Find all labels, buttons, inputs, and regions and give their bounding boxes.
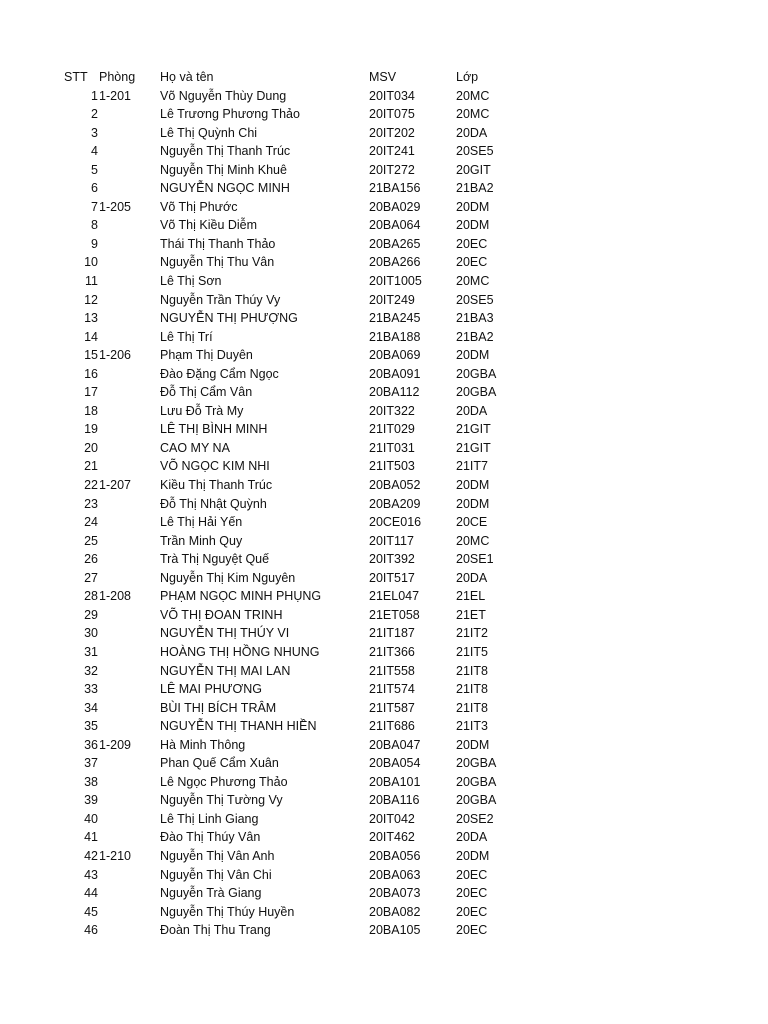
table-row [0,346,768,365]
header-stt: STT [64,70,88,84]
cell-class: 21GIT [456,440,491,455]
cell-stt: 43 [84,867,98,882]
table-row [0,587,768,606]
table-body [0,87,768,940]
cell-stt: 5 [91,162,98,177]
cell-class: 20DA [456,403,488,418]
cell-stt: 1 [91,88,98,103]
cell-class: 20GBA [456,756,497,771]
cell-name: Nguyễn Thị Vân Chi [160,867,272,882]
cell-msv: 21IT366 [369,644,415,659]
cell-msv: 20BA063 [369,867,421,882]
cell-class: 20GIT [456,162,491,177]
cell-stt: 11 [85,274,98,289]
cell-name: Lê Thị Sơn [160,274,222,289]
table-row [0,791,768,810]
cell-room: 1-210 [99,848,131,863]
cell-class: 21BA2 [456,181,494,196]
cell-class: 21IT7 [456,459,488,474]
cell-msv: 21IT029 [369,422,415,437]
cell-name: Nguyễn Thị Thanh Trúc [160,144,291,159]
cell-class: 20DM [456,478,490,493]
cell-stt: 6 [91,181,98,196]
cell-name: Nguyễn Thị Tường Vy [160,793,283,808]
table-row [0,532,768,551]
student-room-table [0,68,768,940]
cell-name: CAO MY NA [160,440,230,455]
cell-msv: 20IT462 [369,830,415,845]
cell-msv: 21BA156 [369,181,421,196]
table-row [0,439,768,458]
cell-class: 20DM [456,496,490,511]
table-row [0,921,768,940]
cell-stt: 8 [91,218,98,233]
table-row [0,216,768,235]
cell-msv: 21IT503 [369,459,415,474]
cell-name: Nguyễn Thị Minh Khuê [160,162,287,177]
cell-name: Lê Thị Quỳnh Chi [160,125,258,140]
table-row [0,309,768,328]
cell-name: Trần Minh Quy [160,533,243,548]
cell-msv: 20BA073 [369,886,421,901]
table-row [0,402,768,421]
cell-class: 21GIT [456,422,491,437]
cell-stt: 18 [84,403,98,418]
table-row [0,272,768,291]
table-row [0,810,768,829]
cell-stt: 2 [91,107,98,122]
cell-msv: 20IT1005 [369,274,422,289]
cell-stt: 9 [91,236,98,251]
cell-name: Nguyễn Thị Thúy Huyền [160,904,295,919]
cell-stt: 34 [84,700,98,715]
cell-stt: 14 [84,329,98,344]
cell-name: Phạm Thị Duyên [160,348,253,363]
cell-name: Nguyễn Thị Thu Vân [160,255,275,270]
cell-msv: 20BA209 [369,496,421,511]
cell-name: Hà Minh Thông [160,737,246,752]
table-row [0,606,768,625]
table-row [0,457,768,476]
table-row [0,903,768,922]
table-row [0,699,768,718]
table-row [0,550,768,569]
cell-msv: 20IT075 [369,107,415,122]
table-row [0,866,768,885]
cell-class: 20MC [456,88,490,103]
cell-class: 20MC [456,533,490,548]
cell-class: 20EC [456,236,488,251]
cell-stt: 32 [84,663,98,678]
cell-stt: 23 [84,496,98,511]
cell-msv: 20BA091 [369,366,421,381]
cell-msv: 20BA265 [369,236,421,251]
cell-room: 1-201 [99,88,131,103]
cell-stt: 40 [84,811,98,826]
cell-stt: 42 [84,848,98,863]
cell-msv: 20IT517 [369,570,415,585]
cell-name: NGUYỄN THỊ MAI LAN [160,663,291,678]
cell-msv: 21IT587 [369,700,415,715]
cell-class: 20MC [456,274,490,289]
cell-room: 1-206 [99,348,131,363]
cell-stt: 35 [84,719,98,734]
cell-stt: 44 [84,886,98,901]
cell-stt: 38 [84,774,98,789]
cell-name: PHẠM NGỌC MINH PHỤNG [160,589,322,604]
cell-msv: 21IT558 [369,663,415,678]
cell-class: 20DM [456,199,490,214]
cell-name: VÕ THỊ ĐOAN TRINH [160,607,283,622]
table-row [0,754,768,773]
cell-class: 20EC [456,255,488,270]
table-row [0,513,768,532]
cell-msv: 20IT034 [369,88,415,103]
cell-name: Võ Thị Kiều Diễm [160,218,258,233]
table-row [0,328,768,347]
table-row [0,198,768,217]
cell-name: BÙI THỊ BÍCH TRÂM [160,700,277,715]
cell-class: 20EC [456,867,488,882]
cell-msv: 20BA266 [369,255,421,270]
cell-class: 21IT8 [456,700,488,715]
table-row [0,124,768,143]
cell-class: 21IT8 [456,663,488,678]
cell-name: Lưu Đỗ Trà My [160,403,244,418]
cell-class: 21BA2 [456,329,494,344]
cell-name: Lê Thị Trí [160,329,213,344]
table-row [0,383,768,402]
cell-name: Đỗ Thị Nhật Quỳnh [160,496,267,511]
cell-stt: 7 [91,199,98,214]
cell-name: NGUYỄN NGỌC MINH [160,181,290,196]
table-row [0,235,768,254]
table-header-row [0,68,768,87]
cell-msv: 20BA069 [369,348,421,363]
cell-name: Phan Quế Cẩm Xuân [160,756,279,771]
cell-stt: 15 [84,348,98,363]
cell-msv: 20BA082 [369,904,421,919]
cell-stt: 19 [84,422,98,437]
cell-room: 1-207 [99,478,131,493]
cell-name: Nguyễn Thị Vân Anh [160,848,275,863]
cell-name: Võ Nguyễn Thùy Dung [160,88,287,103]
cell-name: Lê Thị Hải Yến [160,515,243,530]
cell-name: Võ Thị Phước [160,199,238,214]
cell-msv: 20IT202 [369,125,415,140]
table-row [0,476,768,495]
cell-stt: 30 [84,626,98,641]
cell-class: 20DM [456,737,490,752]
cell-msv: 20IT042 [369,811,415,826]
cell-name: Đào Đặng Cẩm Ngọc [160,366,279,381]
cell-stt: 45 [84,904,98,919]
cell-name: Nguyễn Thị Kim Nguyên [160,570,296,585]
cell-stt: 46 [84,923,98,938]
cell-msv: 20BA029 [369,199,421,214]
cell-stt: 17 [84,385,98,400]
table-row [0,569,768,588]
table-row [0,365,768,384]
cell-class: 20EC [456,886,488,901]
cell-name: Đoàn Thị Thu Trang [160,923,271,938]
cell-name: Đỗ Thị Cẩm Vân [160,385,253,400]
cell-name: Nguyễn Trà Giang [160,886,262,901]
cell-msv: 20IT117 [369,533,414,548]
cell-msv: 20BA047 [369,737,421,752]
header-msv: MSV [369,70,397,84]
cell-class: 21IT3 [456,719,488,734]
cell-name: Lê Trương Phương Thảo [160,107,300,122]
cell-class: 21IT5 [456,644,488,659]
cell-msv: 20IT249 [369,292,415,307]
header-name: Họ và tên [160,70,214,84]
cell-room: 1-209 [99,737,131,752]
cell-name: HOÀNG THỊ HỒNG NHUNG [160,644,320,659]
cell-msv: 21IT031 [369,440,415,455]
cell-msv: 20BA056 [369,848,421,863]
cell-stt: 3 [91,125,98,140]
cell-class: 20CE [456,515,488,530]
cell-msv: 20BA112 [369,385,420,400]
header-room: Phòng [99,70,136,84]
cell-name: Lê Ngọc Phương Thảo [160,774,288,789]
cell-msv: 21EL047 [369,589,420,604]
table-row [0,828,768,847]
cell-name: LÊ MAI PHƯƠNG [160,682,262,697]
cell-name: LÊ THỊ BÌNH MINH [160,422,268,437]
cell-msv: 20BA101 [369,774,421,789]
cell-name: NGUYỄN THỊ THANH HIỀN [160,719,317,734]
cell-class: 20MC [456,107,490,122]
cell-msv: 20IT392 [369,552,415,567]
cell-stt: 10 [84,255,98,270]
header-class: Lớp [456,70,479,84]
cell-stt: 28 [84,589,98,604]
cell-msv: 20IT272 [369,162,415,177]
cell-name: Thái Thị Thanh Thảo [160,236,276,251]
cell-msv: 21BA188 [369,329,421,344]
cell-msv: 21IT574 [369,682,415,697]
cell-name: Nguyễn Trần Thúy Vy [160,292,281,307]
cell-class: 21IT8 [456,682,488,697]
cell-name: Đào Thị Thúy Vân [160,830,261,845]
cell-stt: 26 [84,552,98,567]
cell-stt: 13 [84,311,98,326]
cell-msv: 20IT241 [369,144,415,159]
table-row [0,105,768,124]
cell-stt: 33 [84,682,98,697]
table-row [0,624,768,643]
table-row [0,142,768,161]
table-row [0,643,768,662]
cell-stt: 36 [84,737,98,752]
cell-class: 20SE1 [456,552,494,567]
cell-class: 20GBA [456,793,497,808]
table-row [0,662,768,681]
cell-class: 20EC [456,904,488,919]
table-row [0,717,768,736]
table-row [0,87,768,106]
cell-class: 20DA [456,570,488,585]
cell-class: 20DA [456,125,488,140]
cell-room: 1-208 [99,589,131,604]
cell-msv: 20BA054 [369,756,421,771]
cell-class: 21BA3 [456,311,494,326]
table-row [0,680,768,699]
cell-stt: 41 [84,830,98,845]
cell-stt: 24 [84,515,98,530]
cell-stt: 25 [84,533,98,548]
table-row [0,420,768,439]
table-row [0,291,768,310]
table-row [0,161,768,180]
cell-class: 20SE5 [456,144,494,159]
cell-stt: 4 [91,144,98,159]
cell-msv: 21ET058 [369,607,420,622]
table-row [0,847,768,866]
cell-class: 20DA [456,830,488,845]
cell-class: 20EC [456,923,488,938]
cell-stt: 22 [84,478,98,493]
cell-msv: 21IT187 [369,626,415,641]
cell-class: 21ET [456,607,486,622]
cell-class: 20GBA [456,774,497,789]
cell-class: 21IT2 [456,626,488,641]
cell-class: 20SE5 [456,292,494,307]
table-row [0,495,768,514]
table-row [0,253,768,272]
cell-class: 20GBA [456,385,497,400]
cell-class: 20SE2 [456,811,494,826]
cell-name: NGUYỄN THỊ THÚY VI [160,626,290,641]
cell-class: 20DM [456,348,490,363]
cell-msv: 20BA052 [369,478,421,493]
cell-name: VÕ NGỌC KIM NHI [160,459,270,474]
cell-msv: 20BA105 [369,923,421,938]
cell-name: Kiều Thị Thanh Trúc [160,478,273,493]
cell-name: NGUYỄN THỊ PHƯỢNG [160,311,298,326]
cell-stt: 16 [84,366,98,381]
cell-msv: 21IT686 [369,719,415,734]
cell-stt: 27 [84,570,98,585]
cell-stt: 20 [84,440,98,455]
cell-name: Trà Thị Nguyệt Quế [160,552,270,567]
table-row [0,179,768,198]
cell-stt: 21 [84,459,98,474]
table-row [0,736,768,755]
cell-stt: 12 [84,292,98,307]
cell-class: 21EL [456,589,486,604]
cell-msv: 20CE016 [369,515,422,530]
cell-stt: 39 [84,793,98,808]
table-row [0,773,768,792]
cell-stt: 37 [84,756,98,771]
cell-class: 20DM [456,218,490,233]
cell-name: Lê Thị Linh Giang [160,811,259,826]
cell-msv: 20IT322 [369,403,415,418]
cell-msv: 20BA116 [369,793,420,808]
cell-room: 1-205 [99,199,131,214]
cell-msv: 21BA245 [369,311,421,326]
cell-class: 20GBA [456,366,497,381]
cell-stt: 29 [84,607,98,622]
cell-stt: 31 [84,644,98,659]
table-row [0,884,768,903]
cell-class: 20DM [456,848,490,863]
cell-msv: 20BA064 [369,218,421,233]
